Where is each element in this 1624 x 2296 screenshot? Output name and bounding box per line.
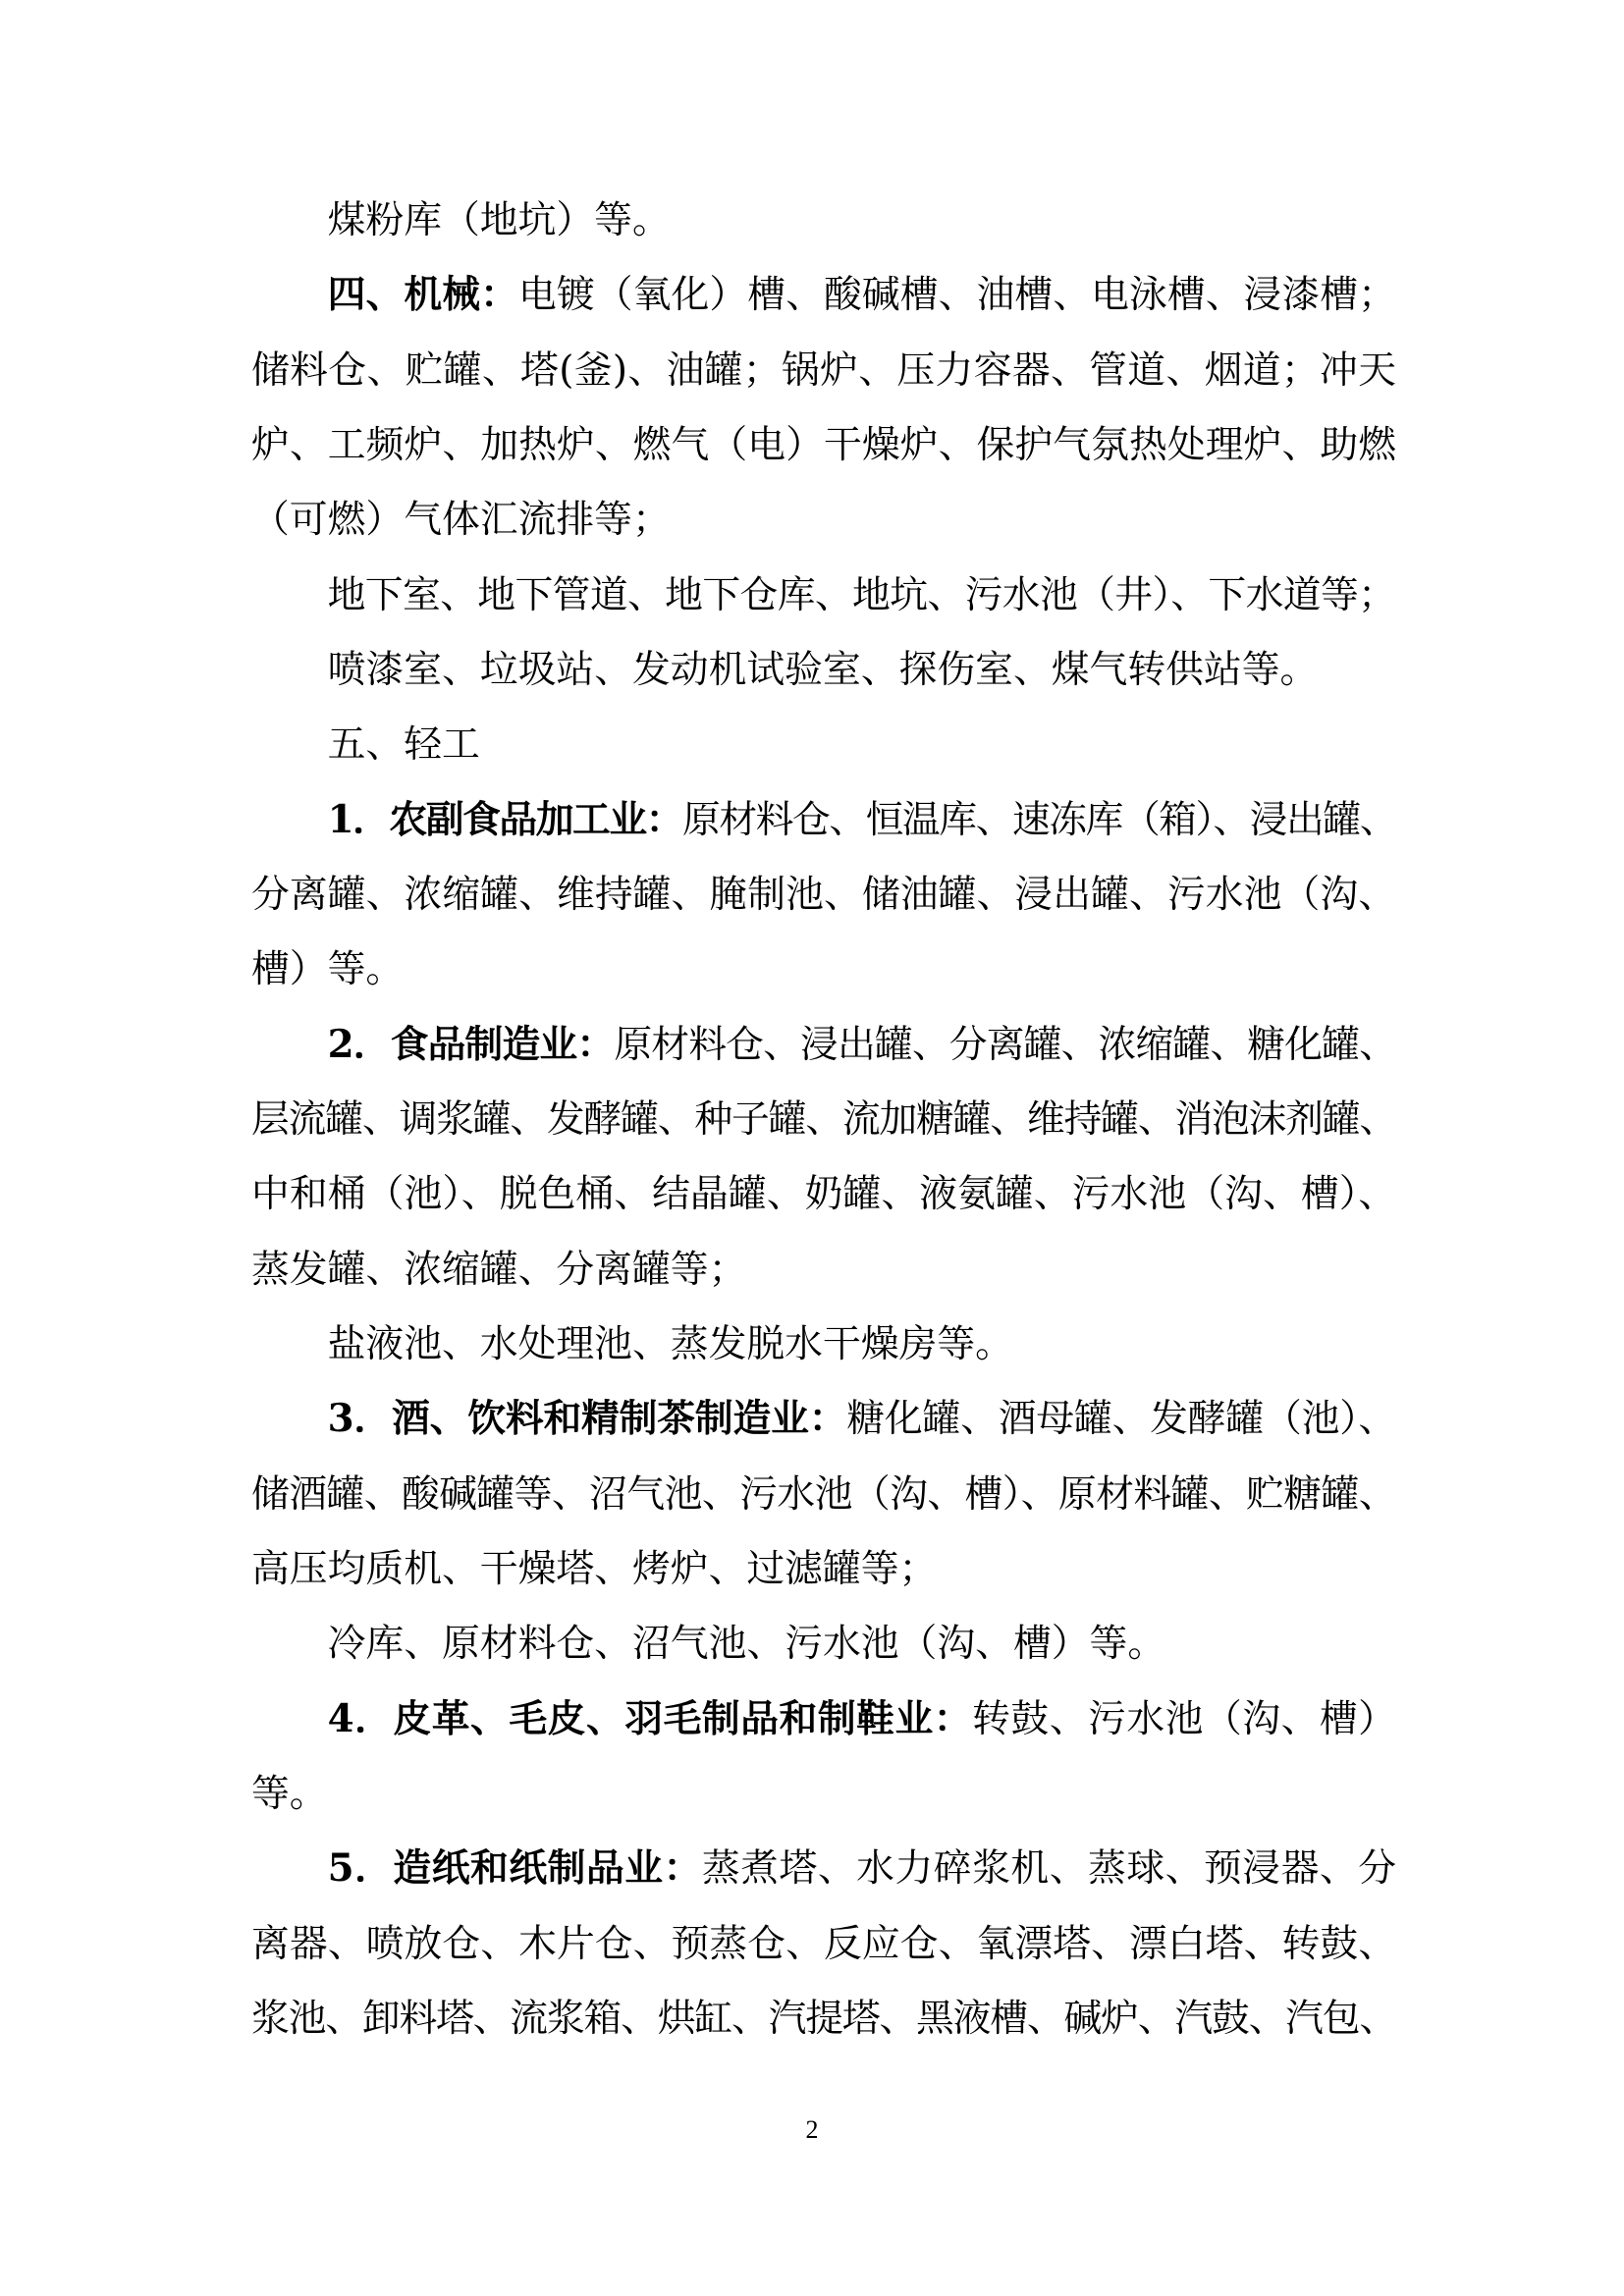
text-run: 原材料仓、恒温库、速冻库（箱）、浸出罐、 — [682, 797, 1396, 842]
text-line: 喷漆室、垃圾站、发动机试验室、探伤室、煤气转供站等。 — [327, 647, 1319, 692]
text-line — [251, 1382, 1396, 1457]
text-line: 五、轻工 — [327, 722, 480, 768]
text-line: 煤粉库（地坑）等。 — [327, 198, 671, 242]
subsection-heading-lead: 2．食品制造业： — [327, 1022, 615, 1067]
text-line: 盐液池、水处理池、蒸发脱水干燥房等。 — [327, 1321, 1013, 1366]
document-body — [251, 184, 1396, 2056]
text-line: 储料仓、贮罐、塔(釜)、油罐；锅炉、压力容器、管道、烟道；冲天 — [251, 347, 1396, 393]
text-line: 中和桶（池）、脱色桶、结晶罐、奶罐、液氨罐、污水池（沟、槽）、 — [251, 1172, 1396, 1217]
section-heading — [251, 708, 1396, 782]
section-heading-lead: 四、机械： — [327, 273, 518, 318]
subsection-heading-lead: 4．皮革、毛皮、羽毛制品和制鞋业： — [327, 1696, 973, 1741]
text-line: 等。 — [251, 1771, 328, 1816]
text-line — [251, 783, 1396, 858]
paragraph — [251, 1682, 1396, 1833]
paragraph — [251, 1308, 1396, 1382]
text-line: 层流罐、调浆罐、发酵罐、种子罐、流加糖罐、维持罐、消泡沫剂罐、 — [251, 1096, 1396, 1142]
text-line — [251, 1682, 1396, 1757]
text-line: 浆池、卸料塔、流浆箱、烘缸、汽提塔、黑液槽、碱炉、汽鼓、汽包、 — [251, 1996, 1396, 2041]
text-run: 糖化罐、酒母罐、发酵罐（池）、 — [846, 1397, 1396, 1442]
text-line: 蒸发罐、浓缩罐、分离罐等； — [251, 1247, 747, 1292]
paragraph — [251, 559, 1396, 633]
page-number: 2 — [805, 2115, 819, 2144]
subsection-heading-lead: 3．酒、饮料和精制茶制造业： — [327, 1397, 847, 1442]
text-line: 分离罐、浓缩罐、维持罐、腌制池、储油罐、浸出罐、污水池（沟、 — [251, 872, 1396, 917]
text-line: 离器、喷放仓、木片仓、预蒸仓、反应仓、氧漂塔、漂白塔、转鼓、 — [251, 1921, 1396, 1966]
paragraph — [251, 184, 1396, 258]
subsection-heading-lead: 1．农副食品加工业： — [327, 797, 682, 842]
text-line — [251, 1832, 1396, 1906]
subsection-heading-lead: 5．造纸和纸制品业： — [327, 1846, 702, 1892]
text-line: 地下室、地下管道、地下仓库、地坑、污水池（井）、下水道等； — [327, 572, 1396, 617]
text-line: 炉、工频炉、加热炉、燃气（电）干燥炉、保护气氛热处理炉、助燃 — [251, 422, 1396, 467]
paragraph — [251, 258, 1396, 558]
text-line: （可燃）气体汇流排等； — [251, 498, 671, 543]
text-run: 电镀（氧化）槽、酸碱槽、油槽、电泳槽、浸漆槽； — [517, 273, 1396, 318]
text-line: 槽）等。 — [251, 947, 405, 992]
text-run: 蒸煮塔、水力碎浆机、蒸球、预浸器、分 — [701, 1846, 1396, 1892]
paragraph — [251, 1008, 1396, 1308]
text-line — [251, 258, 1396, 333]
text-line: 高压均质机、干燥塔、烤炉、过滤罐等； — [251, 1546, 938, 1591]
paragraph — [251, 1607, 1396, 1682]
text-run: 原材料仓、浸出罐、分离罐、浓缩罐、糖化罐、 — [614, 1022, 1396, 1067]
text-line: 冷库、原材料仓、沼气池、污水池（沟、槽）等。 — [327, 1622, 1166, 1667]
text-line — [251, 1008, 1396, 1083]
paragraph — [251, 1832, 1396, 2056]
paragraph — [251, 633, 1396, 708]
paragraph — [251, 1382, 1396, 1607]
text-run: 转鼓、污水池（沟、槽） — [972, 1696, 1396, 1741]
paragraph — [251, 783, 1396, 1008]
text-line: 储酒罐、酸碱罐等、沼气池、污水池（沟、槽）、原材料罐、贮糖罐、 — [251, 1471, 1396, 1517]
